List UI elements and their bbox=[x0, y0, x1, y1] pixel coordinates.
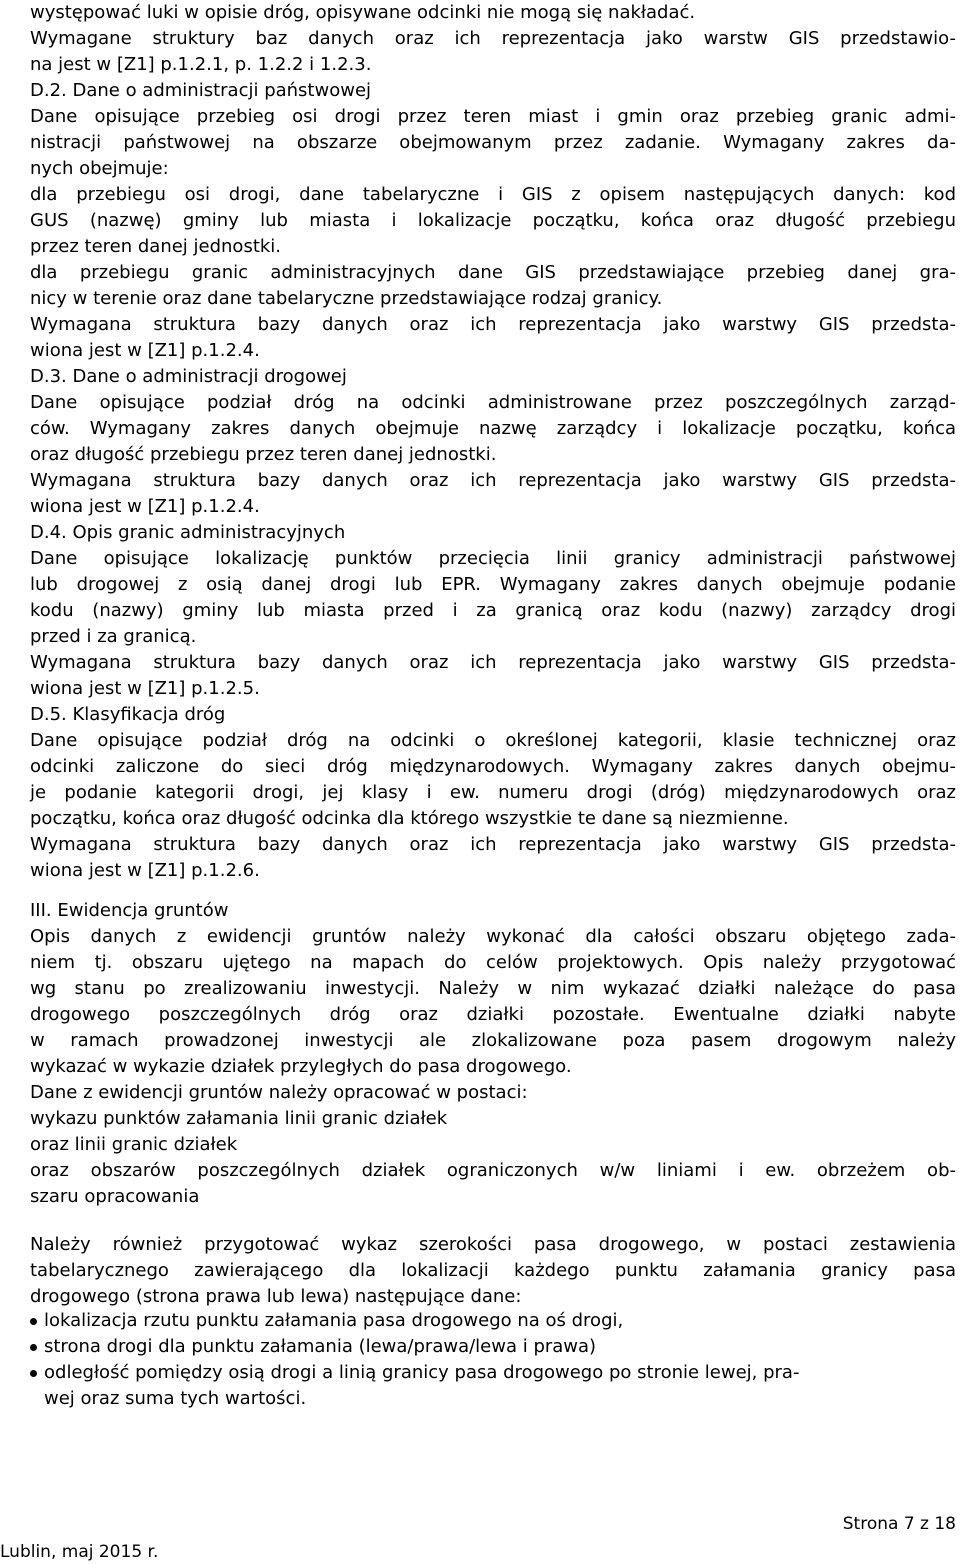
text-line: Wymagana struktura bazy danych oraz ich reprezentacja jako warstwy GIS przedsta- bbox=[30, 314, 956, 335]
text-line: niem tj. obszaru ujętego na mapach do celów projektowych. Opis należy przygotować bbox=[30, 952, 956, 973]
text-line: przed i za granicą. bbox=[30, 626, 197, 647]
text-line: Dane z ewidencji gruntów należy opracować w postaci: bbox=[30, 1082, 528, 1103]
text-line: przez teren danej jednostki. bbox=[30, 236, 282, 257]
text-line: Dane opisujące podział dróg na odcinki administrowane przez poszczególnych zarząd- bbox=[30, 392, 956, 413]
section-heading: D.4. Opis granic administracyjnych bbox=[30, 522, 346, 543]
list-item: odległość pomiędzy osią drogi a linią granicy pasa drogowego po stronie lewej, pra- bbox=[44, 1362, 800, 1383]
text-line: Dane opisujące lokalizację punktów przecięcia linii granicy administracji państwowej bbox=[30, 548, 956, 569]
text-line: nistracji państwowej na obszarze obejmowanym przez zadanie. Wymagany zakres da- bbox=[30, 132, 956, 153]
text-line: Wymagana struktura bazy danych oraz ich reprezentacja jako warstwy GIS przedsta- bbox=[30, 834, 956, 855]
text-line: wykazać w wykazie działek przyległych do pasa drogowego. bbox=[30, 1056, 572, 1077]
section-heading: III. Ewidencja gruntów bbox=[30, 900, 229, 921]
section-heading: D.3. Dane o administracji drogowej bbox=[30, 366, 347, 387]
text-line: Wymagana struktura bazy danych oraz ich reprezentacja jako warstwy GIS przedsta- bbox=[30, 652, 956, 673]
text-line: wiona jest w [Z1] p.1.2.5. bbox=[30, 678, 260, 699]
text-line: wykazu punktów załamania linii granic działek bbox=[30, 1108, 448, 1129]
text-line: dla przebiegu granic administracyjnych dane GIS przedstawiające przebieg danej gra- bbox=[30, 262, 956, 283]
text-line: lub drogowej z osią danej drogi lub EPR. Wymagany zakres danych obejmuje podanie bbox=[30, 574, 956, 595]
section-heading: D.5. Klasyfikacja dróg bbox=[30, 704, 226, 725]
text-line: dla przebiegu osi drogi, dane tabelaryczne i GIS z opisem następujących danych: kod bbox=[30, 184, 956, 205]
text-line: Dane opisujące przebieg osi drogi przez teren miast i gmin oraz przebieg granic admi- bbox=[30, 106, 956, 127]
text-line: oraz linii granic działek bbox=[30, 1134, 238, 1155]
bullet-icon bbox=[30, 1344, 37, 1351]
list-item: lokalizacja rzutu punktu załamania pasa drogowego na oś drogi, bbox=[44, 1310, 624, 1331]
text-line: wiona jest w [Z1] p.1.2.4. bbox=[30, 496, 260, 517]
list-item: strona drogi dla punktu załamania (lewa/prawa/lewa i prawa) bbox=[44, 1336, 597, 1357]
text-line: Należy również przygotować wykaz szerokości pasa drogowego, w postaci zestawienia bbox=[30, 1234, 956, 1255]
text-line: kodu (nazwy) gminy lub miasta przed i za granicą oraz kodu (nazwy) zarządcy drogi bbox=[30, 600, 956, 621]
text-line: początku, końca oraz długość odcinka dla którego wszystkie te dane są niezmienne. bbox=[30, 808, 789, 829]
text-line: wiona jest w [Z1] p.1.2.6. bbox=[30, 860, 260, 881]
text-line: drogowego (strona prawa lub lewa) następujące dane: bbox=[30, 1286, 522, 1307]
text-line: ców. Wymagany zakres danych obejmuje nazwę zarządcy i lokalizacje początku, końca bbox=[30, 418, 956, 439]
text-line: wg stanu po zrealizowaniu inwestycji. Należy w nim wykazać działki należące do pasa bbox=[30, 978, 956, 999]
text-line: drogowego poszczególnych dróg oraz działki pozostałe. Ewentualne działki nabyte bbox=[30, 1004, 956, 1025]
footer-place-date: Lublin, maj 2015 r. bbox=[0, 1542, 159, 1562]
list-item-continuation: wej oraz suma tych wartości. bbox=[44, 1388, 307, 1409]
text-line: tabelarycznego zawierającego dla lokalizacji każdego punktu załamania granicy pasa bbox=[30, 1260, 956, 1281]
text-line: wiona jest w [Z1] p.1.2.4. bbox=[30, 340, 260, 361]
bullet-icon bbox=[30, 1318, 37, 1325]
text-line: je podanie kategorii drogi, jej klasy i ew. numeru drogi (dróg) międzynarodowych oraz bbox=[30, 782, 956, 803]
text-line: nicy w terenie oraz dane tabelaryczne przedstawiające rodzaj granicy. bbox=[30, 288, 663, 309]
text-line: Opis danych z ewidencji gruntów należy wykonać dla całości obszaru objętego zada- bbox=[30, 926, 956, 947]
text-line: Dane opisujące podział dróg na odcinki o określonej kategorii, klasie technicznej oraz bbox=[30, 730, 956, 751]
text-line: występować luki w opisie dróg, opisywane odcinki nie mogą się nakładać. bbox=[30, 2, 696, 23]
text-line: odcinki zaliczone do sieci dróg międzynarodowych. Wymagany zakres danych obejmu- bbox=[30, 756, 956, 777]
page-number: Strona 7 z 18 bbox=[842, 1514, 956, 1534]
text-line: szaru opracowania bbox=[30, 1186, 200, 1207]
text-line: oraz długość przebiegu przez teren danej jednostki. bbox=[30, 444, 497, 465]
section-heading: D.2. Dane o administracji państwowej bbox=[30, 80, 372, 101]
text-line: Wymagana struktura bazy danych oraz ich reprezentacja jako warstwy GIS przedsta- bbox=[30, 470, 956, 491]
text-line: na jest w [Z1] p.1.2.1, p. 1.2.2 i 1.2.3. bbox=[30, 54, 372, 75]
text-line: nych obejmuje: bbox=[30, 158, 169, 179]
bullet-icon bbox=[30, 1370, 37, 1377]
text-line: w ramach prowadzonej inwestycji ale zlokalizowane poza pasem drogowym należy bbox=[30, 1030, 956, 1051]
text-line: GUS (nazwę) gminy lub miasta i lokalizacje początku, końca oraz długość przebiegu bbox=[30, 210, 956, 231]
text-line: oraz obszarów poszczególnych działek ograniczonych w/w liniami i ew. obrzeżem ob- bbox=[30, 1160, 956, 1181]
text-line: Wymagane struktury baz danych oraz ich reprezentacja jako warstw GIS przedstawio- bbox=[30, 28, 956, 49]
